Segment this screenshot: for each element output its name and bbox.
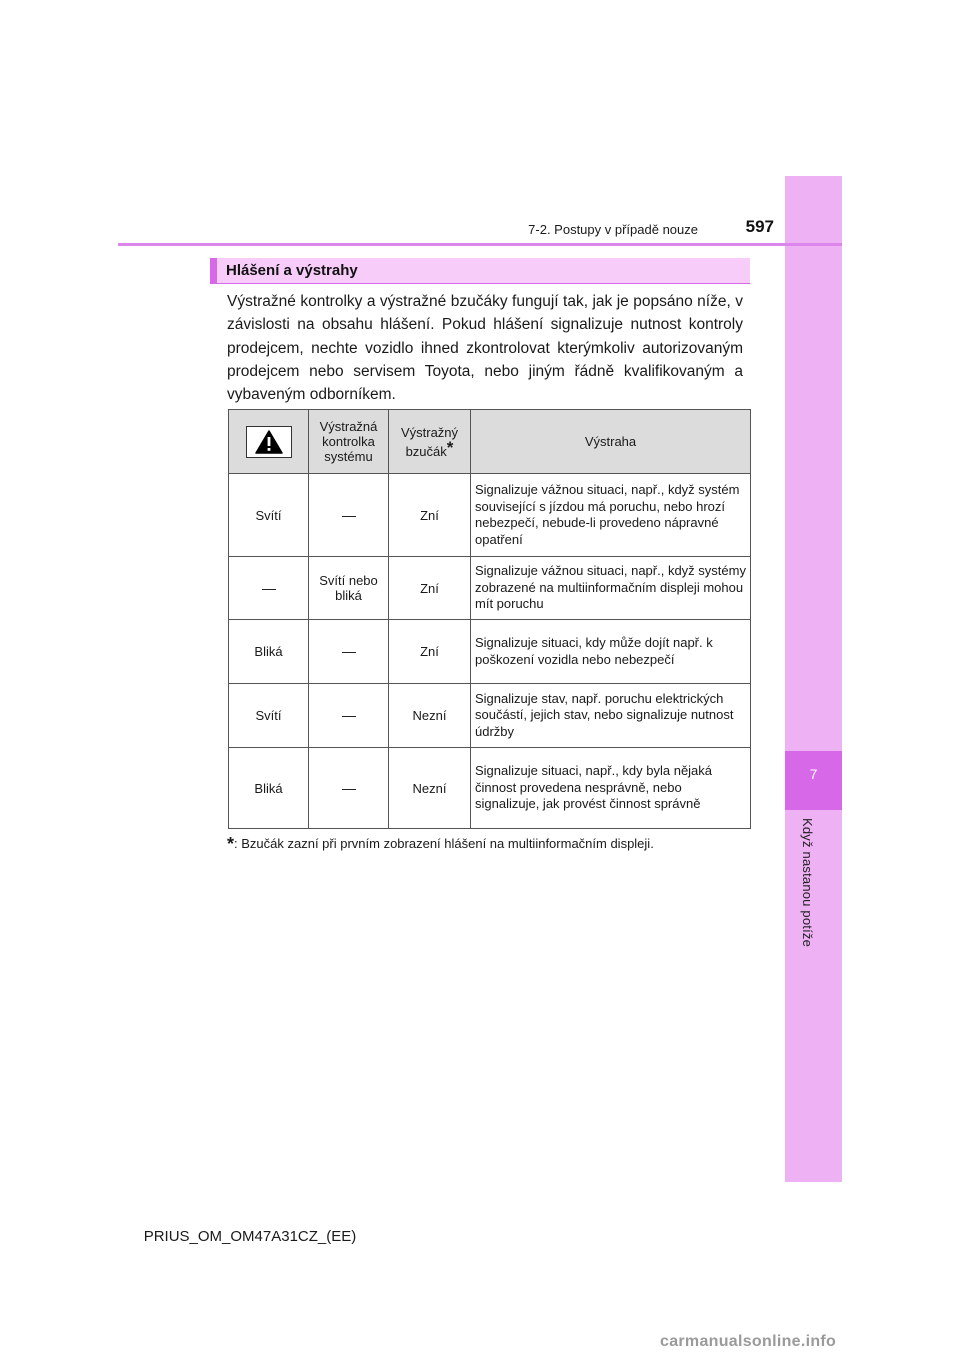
table-header-icon-cell <box>229 410 309 474</box>
warning-triangle-icon <box>246 426 292 458</box>
table-row <box>229 474 751 557</box>
cell-col1: Svítí <box>229 474 309 557</box>
document-code: PRIUS_OM_OM47A31CZ_(EE) <box>143 1228 357 1245</box>
cell-col2 <box>309 620 389 684</box>
table-row <box>229 684 751 748</box>
cell-col2 <box>309 474 389 557</box>
dash-mark <box>342 516 356 517</box>
table-row <box>229 557 751 620</box>
table-header-buzzer-text: Výstražný bzučák <box>400 424 459 459</box>
warning-table <box>228 409 751 829</box>
table-header-warning: Výstraha <box>471 410 751 474</box>
header-section-title: 7-2. Postupy v případě nouze <box>528 222 698 237</box>
chapter-title: Když nastanou potíže <box>800 818 815 948</box>
footnote-mark: * <box>227 834 235 854</box>
footnote-text: : Bzučák zazní při prvním zobrazení hlášení na multiinformačním displeji. <box>234 836 654 851</box>
dash-mark <box>342 652 356 653</box>
cell-col3: Zní <box>389 474 471 557</box>
cell-col1: Bliká <box>229 748 309 829</box>
table-header-light: Výstražná kontrolka systému <box>309 410 389 474</box>
table-header-buzzer <box>389 410 471 474</box>
cell-desc: Signalizuje situaci, kdy může dojít např. k poškození vozidla nebo nebezpečí <box>471 620 751 684</box>
section-heading-text: Hlášení a výstrahy <box>226 262 358 279</box>
cell-col1: Bliká <box>229 620 309 684</box>
table-header-row <box>229 410 751 474</box>
intro-paragraph: Výstražné kontrolky a výstražné bzučáky fungují tak, jak je popsáno níže, v závislosti na obsahu hlášení. Pokud hlášení signalizuje nutnost kontroly prodejcem, nechte vozidlo ihned zkontrolovat kterýmkoliv autorizovaným prodejcem nebo servisem Toyota, nebo jiným řádně kvalifikovaným a vybaveným odborníkem. <box>227 293 743 404</box>
cell-col2 <box>309 748 389 829</box>
chapter-side-tab <box>785 176 842 1182</box>
section-heading <box>210 258 750 284</box>
cell-col2: Svítí nebo bliká <box>309 557 389 620</box>
cell-desc: Signalizuje vážnou situaci, např., když systémy zobrazené na multiinformačním displeji mohou mít poruchu <box>471 557 751 620</box>
dash-mark <box>342 716 356 717</box>
table-row <box>229 620 751 684</box>
cell-col3: Nezní <box>389 684 471 748</box>
cell-col1: Svítí <box>229 684 309 748</box>
cell-desc: Signalizuje vážnou situaci, např., když systém související s jízdou má poruchu, nebo hrozí nebezpečí, nebude-li provedeno nápravné opatření <box>471 474 751 557</box>
table-header-asterisk: * <box>446 437 454 457</box>
table-footnote <box>227 834 654 855</box>
watermark: carmanualsonline.info <box>660 1333 837 1350</box>
page-number: 597 <box>745 217 774 236</box>
dash-mark <box>342 789 356 790</box>
dash-mark <box>262 589 276 590</box>
table-row <box>229 748 751 829</box>
cell-desc: Signalizuje situaci, např., kdy byla nějaká činnost provedena nesprávně, nebo signalizuje, jak provést činnost správně <box>471 748 751 829</box>
cell-col1 <box>229 557 309 620</box>
cell-desc: Signalizuje stav, např. poruchu elektrických součástí, jejich stav, nebo signalizuje nutnost údržby <box>471 684 751 748</box>
cell-col3: Nezní <box>389 748 471 829</box>
chapter-number: 7 <box>809 766 818 782</box>
cell-col3: Zní <box>389 620 471 684</box>
cell-col2 <box>309 684 389 748</box>
cell-col3: Zní <box>389 557 471 620</box>
header-rule <box>118 243 842 246</box>
